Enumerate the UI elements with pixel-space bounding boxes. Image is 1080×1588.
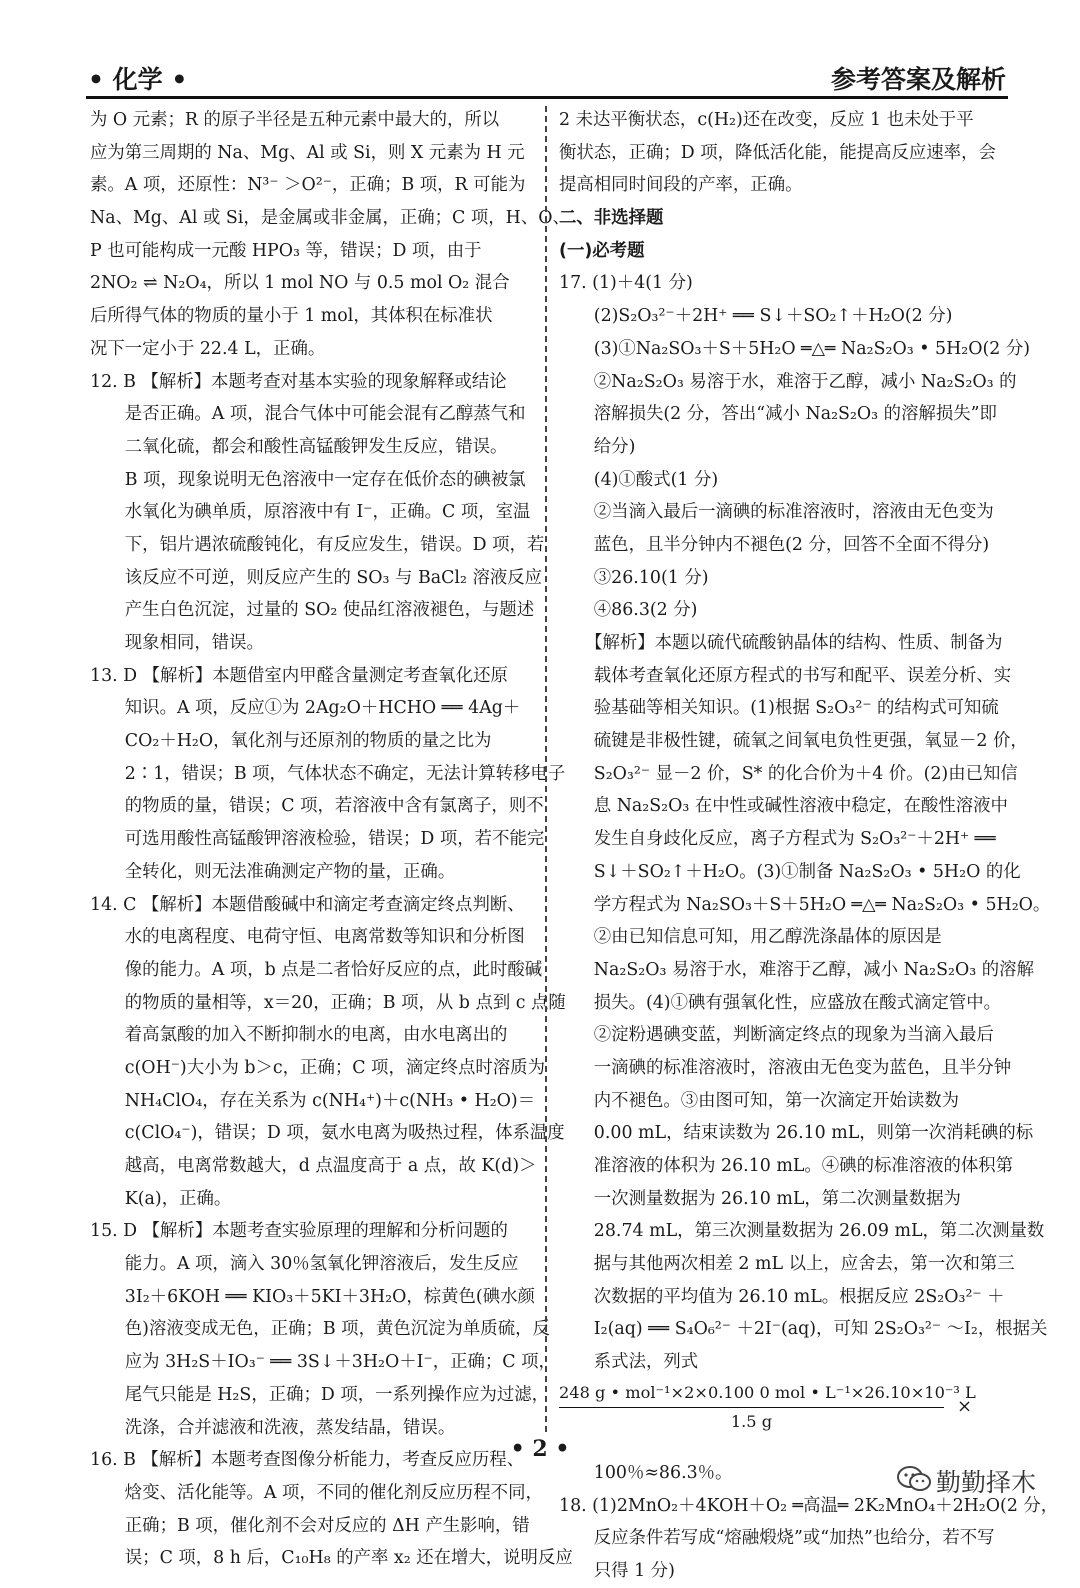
left-text-line: 产生白色沉淀，过量的 SO₂ 使品红溶液褪色，与题述: [90, 600, 535, 621]
left-text-line: Na、Mg、Al 或 Si，是金属或非金属，正确；C 项，H、O、: [90, 208, 570, 229]
left-text-line: 该反应不可逆，则反应产生的 SO₃ 与 BaCl₂ 溶液反应: [90, 567, 543, 588]
left-text-line: NH₄ClO₄，存在关系为 c(NH₄⁺)＋c(NH₃ • H₂O)＝: [90, 1090, 536, 1111]
right-text-line: 一次测量数据为 26.10 mL，第二次测量数据为: [559, 1188, 961, 1209]
right-text-line: ④86.3(2 分): [559, 600, 698, 621]
right-text-line: 损失。(4)①碘有强氧化性，应盛放在酸式滴定管中。: [559, 992, 1002, 1013]
left-text-line: 下，铝片遇浓硫酸钝化，有反应发生，错误。D 项，若: [90, 534, 545, 555]
left-text-line: 能力。A 项，滴入 30％氢氧化钾溶液后，发生反应: [90, 1254, 519, 1275]
left-text-line: 2NO₂ ⇌ N₂O₄，所以 1 mol NO 与 0.5 mol O₂ 混合: [90, 273, 510, 294]
left-text-line: 知识。A 项，反应①为 2Ag₂O＋HCHO ══ 4Ag＋: [90, 698, 521, 719]
right-text-line: ②Na₂S₂O₃ 易溶于水，难溶于乙醇，减小 Na₂S₂O₃ 的: [559, 371, 1017, 392]
right-text-line: S₂O₃²⁻ 显－2 价，S* 的化合价为＋4 价。(2)由已知信: [559, 763, 1018, 784]
left-text-line: 3I₂＋6KOH ══ KIO₃＋5KI＋3H₂O，棕黄色(碘水颜: [90, 1286, 535, 1307]
right-text-line: ②淀粉遇碘变蓝，判断滴定终点的现象为当滴入最后: [559, 1025, 994, 1046]
left-text-line: 12. B 【解析】本题考查对基本实验的现象解释或结论: [90, 371, 507, 392]
right-text-line: 载体考查氧化还原方程式的书写和配平、误差分析、实: [559, 665, 1012, 686]
right-text-line: (4)①酸式(1 分): [559, 469, 719, 490]
right-text-line: 17. (1)＋4(1 分): [559, 273, 693, 294]
left-text-line: P 也可能构成一元酸 HPO₃ 等，错误；D 项，由于: [90, 240, 482, 261]
right-text-line: ②由已知信息可知，用乙醇洗涤晶体的原因是: [559, 927, 942, 948]
right-text-line: ③26.10(1 分): [559, 567, 709, 588]
column-divider: [545, 106, 547, 1432]
fraction-numerator: 248 g • mol⁻¹×2×0.100 0 mol • L⁻¹×26.10×10⁻³ L: [559, 1379, 944, 1408]
header-rule: [86, 96, 1008, 99]
left-text-line: 素。A 项，还原性：N³⁻ ＞O²⁻，正确；B 项，R 可能为: [90, 175, 526, 196]
watermark-text: 勤勤择木: [936, 1468, 1037, 1497]
right-text-line: 100％≈86.3％。: [559, 1462, 733, 1483]
left-text-line: 为 O 元素；R 的原子半径是五种元素中最大的，所以: [90, 110, 500, 130]
right-text-line: 衡状态，正确；D 项，降低活化能，能提高反应速率，会: [559, 142, 996, 163]
watermark: [896, 1462, 1056, 1496]
left-text-line: B 项，现象说明无色溶液中一定存在低价态的碘被氯: [90, 469, 526, 490]
right-text-line: 溶解损失(2 分，答出“减小 Na₂S₂O₃ 的溶解损失”即: [559, 404, 997, 425]
right-text-line: 【解析】本题以硫代硫酸钠晶体的结构、性质、制备为: [559, 633, 1003, 653]
right-text-line: 二、非选择题: [559, 208, 664, 229]
right-text-line: ②当滴入最后一滴碘的标准溶液时，溶液由无色变为: [559, 502, 994, 523]
left-text-line: 色)溶液变成无色，正确；B 项，黄色沉淀为单质硫，反: [90, 1319, 550, 1340]
left-column: [90, 104, 573, 1569]
left-text-line: 水氧化为碘单质，原溶液中有 I⁻，正确。C 项，室温: [90, 502, 531, 523]
right-text-line: 验基础等相关知识。(1)根据 S₂O₃²⁻ 的结构式可知硫: [559, 698, 999, 719]
right-text-line: 内不褪色。③由图可知，第一次滴定开始读数为: [559, 1090, 959, 1111]
right-text-line: 只得 1 分): [559, 1560, 675, 1581]
left-text-line: 16. B 【解析】本题考查图像分析能力，考查反应历程、: [90, 1450, 525, 1471]
left-text-line: 是否正确。A 项，混合气体中可能会混有乙醇蒸气和: [90, 404, 526, 425]
fraction-denominator: 1.5 g: [730, 1411, 773, 1431]
left-text-line: c(ClO₄⁻)，错误；D 项，氨水电离为吸热过程，体系温度: [90, 1123, 565, 1144]
left-text-line: 误；C 项，8 h 后，C₁₀H₈ 的产率 x₂ 还在增大，说明反应: [90, 1548, 573, 1569]
right-text-line: 硫键是非极性键，硫氧之间氧电负性更强，氧显－2 价，: [559, 731, 1028, 752]
left-text-line: 全转化，则无法准确测定产物的量，正确。: [90, 861, 456, 882]
left-text-line: 二氧化硫，都会和酸性高锰酸钾发生反应，错误。: [90, 436, 508, 457]
left-text-line: 着高氯酸的加入不断抑制水的电离，由水电离出的: [90, 1025, 508, 1046]
right-text-line: Na₂S₂O₃ 易溶于水，难溶于乙醇，减小 Na₂S₂O₃ 的溶解: [559, 959, 1034, 980]
right-text-line: 发生自身歧化反应，离子方程式为 S₂O₃²⁻＋2H⁺ ══: [559, 829, 996, 850]
left-text-line: 应为 3H₂S＋IO₃⁻ ══ 3S↓＋3H₂O＋I⁻，正确；C 项，: [90, 1352, 556, 1373]
right-text-line: 学方程式为 Na₂SO₃＋S＋5H₂O ═△═ Na₂S₂O₃ • 5H₂O。: [559, 894, 1051, 915]
left-text-line: 可选用酸性高锰酸钾溶液检验，错误；D 项，若不能完: [90, 829, 545, 850]
left-text-line: 像的能力。A 项，b 点是二者恰好反应的点，此时酸碱: [90, 959, 543, 980]
right-text-line: 给分): [559, 436, 636, 457]
right-text-line: 蓝色，且半分钟内不褪色(2 分，回答不全面不得分): [559, 534, 990, 555]
right-text-line: 系式法，列式: [559, 1352, 699, 1373]
subject-label: • 化学 •: [88, 65, 188, 94]
wechat-icon: [896, 1465, 932, 1493]
right-text-line: 反应条件若写成“熔融煅烧”或“加热”也给分，若不写: [559, 1528, 995, 1549]
left-text-line: 的物质的量，错误；C 项，若溶液中含有氯离子，则不: [90, 796, 544, 817]
left-text-line: 现象相同，错误。: [90, 633, 264, 653]
right-text-line: 据与其他两次相差 2 mL 以上，应舍去，第一次和第三: [559, 1254, 1015, 1275]
right-column-top: [559, 104, 1051, 1379]
left-text-line: 洗涤，合并滤液和洗液，蒸发结晶，错误。: [90, 1417, 456, 1438]
left-text-line: 越高，电离常数越大，d 点温度高于 a 点，故 K(d)＞: [90, 1156, 537, 1176]
right-text-line: 18. (1)2MnO₂＋4KOH＋O₂ ═高温═ 2K₂MnO₄＋2H₂O(2 分，: [559, 1495, 1059, 1516]
page-header: [88, 58, 1006, 96]
page-number: • 2 •: [510, 1436, 570, 1462]
left-text-line: CO₂＋H₂O，氧化剂与还原剂的物质的量之比为: [90, 731, 492, 752]
right-text-line: (一)必考题: [559, 240, 645, 261]
right-text-line: S↓＋SO₂↑＋H₂O。(3)①制备 Na₂S₂O₃ • 5H₂O 的化: [559, 861, 1021, 882]
right-text-line: 准溶液的体积为 26.10 mL。④碘的标准溶液的体积第: [559, 1156, 1014, 1176]
right-text-line: 息 Na₂S₂O₃ 在中性或碱性溶液中稳定，在酸性溶液中: [559, 796, 1008, 817]
left-text-line: 应为第三周期的 Na、Mg、Al 或 Si，则 X 元素为 H 元: [90, 142, 525, 163]
left-text-line: 后所得气体的物质的量小于 1 mol，其体积在标准状: [90, 306, 493, 327]
section-title: 参考答案及解析: [830, 65, 1006, 94]
right-text-line: I₂(aq) ══ S₄O₆²⁻ ＋2I⁻(aq)，可知 2S₂O₃²⁻ ～I₂，根据关: [559, 1319, 1048, 1340]
left-text-line: 14. C 【解析】本题借酸碱中和滴定考查滴定终点判断、: [90, 894, 525, 915]
left-text-line: 15. D 【解析】本题考查实验原理的理解和分析问题的: [90, 1221, 508, 1242]
left-text-line: 焓变、活化能等。A 项，不同的催化剂反应历程不同，: [90, 1482, 543, 1503]
right-text-line: (3)①Na₂SO₃＋S＋5H₂O ═△═ Na₂S₂O₃ • 5H₂O(2 分): [559, 338, 1031, 359]
left-text-line: 的物质的量相等，x＝20，正确；B 项，从 b 点到 c 点随: [90, 992, 566, 1013]
left-text-line: 况下一定小于 22.4 L，正确。: [90, 338, 326, 359]
right-text-line: 一滴碘的标准溶液时，溶液由无色变为蓝色，且半分钟: [559, 1057, 1012, 1078]
right-text-line: 提高相同时间段的产率，正确。: [559, 175, 803, 196]
left-text-line: 尾气只能是 H₂S，正确；D 项，一系列操作应为过滤，: [90, 1384, 550, 1405]
fraction-times-sign: ×: [957, 1395, 973, 1417]
right-text-line: 次数据的平均值为 26.10 mL。根据反应 2S₂O₃²⁻ ＋: [559, 1286, 1005, 1307]
left-text-line: 正确；B 项，催化剂不会对反应的 ΔH 产生影响，错: [90, 1515, 530, 1536]
left-text-line: 水的电离程度、电荷守恒、电离常数等知识和分析图: [90, 927, 525, 948]
left-text-line: c(OH⁻)大小为 b＞c，正确；C 项，滴定终点时溶质为: [90, 1057, 545, 1078]
right-text-line: 2 未达平衡状态，c(H₂)还在改变，反应 1 也未处于平: [559, 110, 974, 130]
right-text-line: 28.74 mL，第三次测量数据为 26.09 mL，第二次测量数: [559, 1221, 1045, 1242]
left-text-line: K(a)，正确。: [90, 1188, 232, 1209]
left-text-line: 13. D 【解析】本题借室内甲醛含量测定考查氧化还原: [90, 665, 508, 686]
right-text-line: (2)S₂O₃²⁻＋2H⁺ ══ S↓＋SO₂↑＋H₂O(2 分): [559, 306, 953, 327]
left-text-line: 2∶1，错误；B 项，气体状态不确定，无法计算转移电子: [90, 763, 566, 784]
right-text-line: 0.00 mL，结束读数为 26.10 mL，则第一次消耗碘的标: [559, 1123, 1034, 1144]
